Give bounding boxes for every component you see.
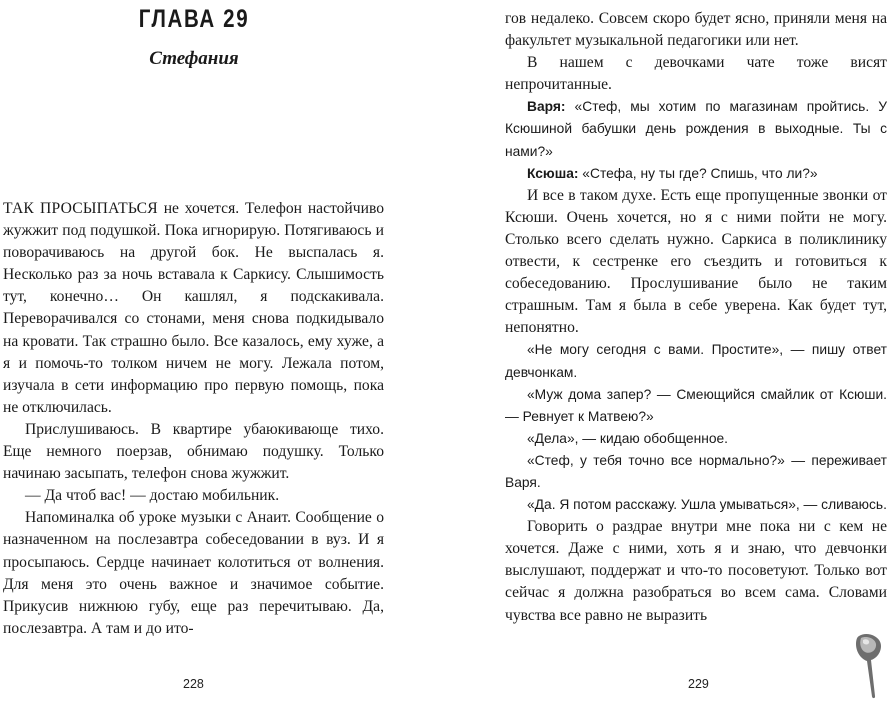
chat-text: «Стеф, мы хотим по магазинам пройтись. У Ксюшиной бабушки день рождения в выходные. Ты с нами?» (505, 99, 887, 159)
right-page-body (505, 8, 887, 627)
chat-text: «Стефа, ну ты где? Спишь, что ли?» (578, 165, 818, 181)
chat-message: «Стеф, у тебя точно все нормально?» — переживает Варя. (505, 452, 887, 490)
chapter-title: ГЛАВА 29 (138, 5, 250, 33)
paragraph: Напоминалка об уроке музыки с Анаит. Сообщение о назначенном на послезавтра собеседовании в вуз. И я просыпаюсь. Сердце начинает колотиться от волнения. Для меня это очень важное и значимое событие. Прикусив нижнюю губу, еще раз перечитываю. Да, послезавтра. А там и до ито- (3, 509, 384, 637)
paragraph-text: не хочется. Телефон настойчиво жужжит под подушкой. Пока игнорирую. Потягиваюсь и поворачиваюсь на другой бок. Не выспалась я. Несколько раз за ночь вставала к Саркису. Слышимость тут, конечно… Он кашлял, я подскакивала. Переворачивался со стонами, меня снова подкидывало на кровати. Так страшно было. Все казалось, ему хуже, а я и помочь-то толком ничем не могу. Лежала потом, изучала в сети информацию про первую помощь, пока не отключилась. (3, 200, 385, 416)
paragraph: — Да чтоб вас! — достаю мобильник. (25, 487, 280, 505)
chat-message: «Не могу сегодня с вами. Простите», — пишу ответ девчонкам. (505, 342, 887, 380)
chat-message: «Да. Я потом расскажу. Ушла умываться», — сливаюсь. (527, 497, 887, 513)
paragraph: Говорить о раздрае внутри мне пока ни с кем не хочется. Даже с ними, хоть я и знаю, что девчонки выслушают, поддержат и что-то посоветуют. Только вот сейчас я должна разобраться во всем сама. Словами чувства все равно не выразить (505, 518, 887, 624)
chat-message (505, 163, 887, 185)
paragraph (3, 198, 384, 419)
chat-message: «Дела», — кидаю обобщенное. (527, 430, 729, 446)
chat-message (505, 96, 887, 162)
spoon-icon (855, 632, 887, 700)
chat-speaker: Варя: (527, 99, 566, 115)
paragraph: Прислушиваюсь. В квартире убаюкивающе тихо. Еще немного поерзав, обнимаю подушку. Только начинаю засыпать, телефон снова жужжит. (3, 420, 384, 483)
chat-speaker: Ксюша: (527, 165, 579, 181)
paragraph: гов недалеко. Совсем скоро будет ясно, приняли меня на факультет музыкальной педагогики или нет. (505, 10, 887, 50)
page-number-right: 229 (688, 677, 709, 691)
paragraph-lead-caps: ТАК ПРОСЫПАТЬСЯ (3, 200, 158, 217)
paragraph: В нашем с девочками чате тоже висят непрочитанные. (505, 54, 887, 94)
paragraph: И все в таком духе. Есть еще пропущенные звонки от Ксюши. Очень хочется, но я с ними пойти не могу. Столько всего сделать нужно. Саркиса в поликлинику отвести, к сестренке его съездить и готовиться к собеседованию. Прослушивание было не таким страшным. Там я была в себе уверена. Как будет тут, непонятно. (505, 186, 887, 337)
chat-message: «Муж дома запер? — Смеющийся смайлик от Ксюши. — Ревнует к Матвею?» (505, 386, 887, 424)
left-page-body (3, 198, 384, 640)
page-number-left: 228 (183, 677, 204, 691)
chapter-subtitle: Стефания (149, 48, 239, 69)
